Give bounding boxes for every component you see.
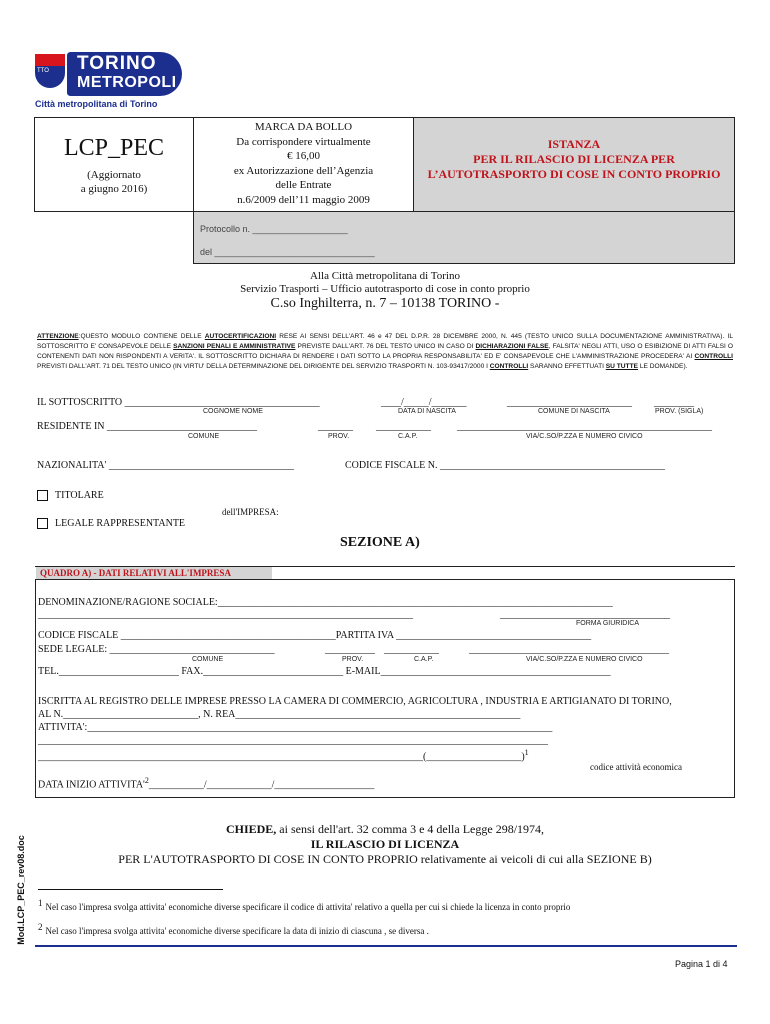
birth-place-field[interactable]: _________________________ [507, 397, 632, 408]
logo-line1: TORINO [77, 53, 157, 74]
footnote-ref-2: 2 [144, 776, 149, 785]
titolare-option[interactable] [37, 490, 104, 501]
protocol-box [193, 211, 735, 264]
impresa-label: dell'IMPRESA: [222, 507, 279, 517]
legale-checkbox[interactable] [37, 518, 48, 529]
attention-emphasis: CONTROLLI [694, 353, 733, 360]
tel-fax-email-field[interactable]: TEL.________________________ FAX.____________________________ E-MAIL______________________________________________ [38, 666, 611, 677]
logo-caption: Città metropolitana di Torino [35, 99, 158, 109]
istanza-title: ISTANZA [547, 137, 601, 151]
caption-comune: COMUNE [188, 433, 220, 440]
request-per-rest: relativamente ai veicoli di cui alla SEZIONE B) [417, 852, 652, 866]
stamp-amount: € 16,00 [287, 150, 320, 162]
stamp-title: MARCA DA BOLLO [254, 121, 353, 133]
caption-sede-prov: PROV. [342, 656, 364, 663]
footnote-2-text: Nel caso l'impresa svolga attivita' economiche diverse specificare la data di inizio di ciascuna , se diversa . [45, 926, 429, 936]
birth-prov-field[interactable]: ________ [654, 397, 694, 408]
attivita-line3[interactable] [38, 748, 529, 762]
request-per: PER L'AUTOTRASPORTO DI COSE IN CONTO PROPRIO [118, 852, 418, 866]
attention-emphasis: CONTROLLI [489, 363, 529, 370]
attention-emphasis: DICHIARAZIONI FALSE [475, 343, 549, 350]
request-line3 [0, 852, 770, 867]
page-number: Pagina 1 di 4 [675, 959, 728, 969]
document-side-label: Mod.LCP_PEC_rev08.doc [15, 835, 26, 945]
attention-notice [37, 332, 733, 372]
sede-legale-field[interactable]: SEDE LEGALE: _________________________________ [38, 644, 275, 655]
stamp-line1: Da corrispondere virtualmente [236, 135, 371, 148]
legale-label: LEGALE RAPPRESENTANTE [55, 518, 186, 529]
protocol-date: del ________________________________ [200, 247, 375, 257]
caption-cap: C.A.P. [398, 433, 418, 440]
caption-sede-via: VIA/C.SO/P.ZZA E NUMERO CIVICO [526, 656, 643, 663]
update-note: (Aggiornato a giugno 2016) [80, 169, 148, 195]
data-inizio-attivita[interactable] [38, 776, 374, 790]
attention-label: ATTENZIONE [37, 333, 79, 340]
recipient-line1: Alla Città metropolitana di Torino [310, 270, 460, 282]
footnote-1 [38, 898, 570, 912]
stamp-box [193, 117, 414, 212]
stamp-line2: ex Autorizzazione dell’Agenzia [233, 164, 374, 177]
footnote-2-num: 2 [38, 922, 43, 932]
res-cap-field[interactable]: ___________ [376, 421, 431, 432]
footnote-ref-1: 1 [524, 748, 529, 757]
sottoscritto-line[interactable]: IL SOTTOSCRITTO _______________________________________ [37, 397, 320, 408]
attention-emphasis: SU TUTTE [605, 363, 639, 370]
form-code: LCP_PEC [63, 135, 165, 161]
attention-text: :QUESTO MODULO CONTIENE DELLE AUTOCERTIFICAZIONI RESE AI SENSI DELL'ART. 46 e 47 DEL D.P.R. 28 DICEMBRE 2000, N. 445 (TESTO UNICO SULLA DOCUMENTAZIONE AMMINISTRATIVA). IL SOTTOSCRITTO E' CONSAPEVOLE DELLE SANZIONI PENALI E AMMINISTRATIVE PREVISTE DALL'ART. 76 DEL TESTO UNICO IN CASO DI DICHIARAZIONI FALSE, FALSITA' NEGLI ATTI, USO O ESIBIZIONE DI ATTI FALSI O CONTENENTI DATI NON RISPONDENTI A VERITA'. IL SOTTOSCRITTO DICHIARA DI RENDERE I DATI SOTTO LA PROPRIA RESPONSABILITA' ED E' CONSAPEVOLE CHE L'AMMINISTRAZIONE PROCEDERA' AI CONTROLLI PREVISTI DALL'ART. 71 DEL TESTO UNICO (IN VIRTU' DELLA DETERMINAZIONE DEL DIRIGENTE DEL SERVIZIO TRASPORTI N. 103-93417/2000 I CONTROLLI SARANNO EFFETTUATI SU TUTTE LE DOMANDE). [37, 333, 734, 370]
caption-via: VIA/C.SO/P.ZZA E NUMERO CIVICO [526, 433, 643, 440]
recipient-line3: C.so Inghilterra, n. 7 – 10138 TORINO - [270, 296, 500, 311]
caption-comune-nascita: COMUNE DI NASCITA [538, 408, 610, 415]
codice-fiscale-field[interactable]: CODICE FISCALE N. _____________________________________________ [345, 460, 666, 471]
birth-date-field[interactable]: ____/_____/_______ [381, 397, 467, 408]
footer-rule [35, 945, 737, 947]
caption-prov-sigla: PROV. (SIGLA) [655, 408, 704, 415]
legale-option[interactable] [37, 518, 185, 529]
footnote-2 [38, 922, 429, 936]
footnote-1-text: Nel caso l'impresa svolga attivita' economiche diverse specificare il codice di attivita' relativo a quella per cui si chiede la licenza in conto proprio [45, 902, 571, 912]
stamp-line3: delle Entrate [275, 179, 332, 191]
footnote-separator [38, 889, 223, 890]
istanza-box [413, 117, 735, 212]
attention-emphasis: SANZIONI PENALI E AMMINISTRATIVE [173, 343, 296, 350]
footnote-1-num: 1 [38, 898, 43, 908]
caption-prov: PROV. [328, 433, 350, 440]
logo [35, 52, 183, 112]
caption-codice-attivita: codice attività economica [590, 762, 682, 772]
caption-sede-cap: C.A.P. [414, 656, 434, 663]
quadro-a-label: QUADRO A) - DATI RELATIVI ALL'IMPRESA [36, 567, 272, 579]
caption-sede-comune: COMUNE [192, 656, 224, 663]
section-a-title: SEZIONE A) [340, 535, 420, 550]
titolare-checkbox[interactable] [37, 490, 48, 501]
protocol-number: Protocollo n. ___________________ [200, 224, 348, 234]
code-box [34, 117, 194, 212]
res-prov-field[interactable]: _______ [318, 421, 353, 432]
residente-line[interactable]: RESIDENTE IN ______________________________ [37, 421, 257, 432]
caption-cognome: COGNOME NOME [203, 408, 263, 415]
sede-cap-field[interactable]: ___________ [384, 644, 439, 655]
sede-via-field[interactable]: ________________________________________ [469, 644, 669, 655]
denominazione-line2[interactable]: ___________________________________________________________________________ [38, 609, 413, 620]
res-via-field[interactable]: ___________________________________________________ [457, 421, 712, 432]
attivita-line3-text: _____________________________________________________________________________(___________________) [38, 751, 525, 763]
request-line1 [0, 822, 770, 837]
chiede-text: ai sensi dell'art. 32 comma 3 e 4 della Legge 298/1974, [276, 822, 545, 836]
titolare-label: TITOLARE [55, 490, 104, 501]
forma-giuridica-field[interactable]: __________________________________ [500, 609, 670, 620]
logo-line2: METROPOLI [77, 74, 177, 91]
sede-prov-field[interactable]: __________ [325, 644, 375, 655]
stamp-line4: n.6/2009 dell’11 maggio 2009 [237, 193, 370, 206]
caption-data-nascita: DATA DI NASCITA [398, 408, 456, 415]
denominazione-field[interactable]: DENOMINAZIONE/RAGIONE SOCIALE:_______________________________________________________________________________ [38, 597, 613, 608]
cf-partita-iva-field[interactable]: CODICE FISCALE ___________________________________________PARTITA IVA _______________________________________ [38, 630, 592, 641]
attention-emphasis: AUTOCERTIFICAZIONI [204, 333, 277, 340]
recipient-line2: Servizio Trasporti – Ufficio autotrasporto di cose in conto proprio [240, 283, 530, 295]
al-n-rea-field[interactable]: AL N.___________________________, N. REA_________________________________________________________ [38, 709, 521, 720]
chiede-label: CHIEDE, [225, 822, 277, 836]
istanza-text: PER IL RILASCIO DI LICENZA PER L’AUTOTRASPORTO DI COSE IN CONTO PROPRIO [427, 152, 721, 181]
data-inizio-field: ___________/_____________/____________________ [148, 779, 375, 791]
attivita-field[interactable]: ATTIVITA':_____________________________________________________________________________________________ [38, 722, 553, 733]
recipient [0, 270, 770, 312]
caption-forma-giuridica: FORMA GIURIDICA [576, 620, 640, 627]
attivita-line2[interactable]: ______________________________________________________________________________________________________ [38, 735, 548, 746]
nazionalita-field[interactable]: NAZIONALITA' _____________________________________ [37, 460, 294, 471]
request-block [0, 822, 770, 867]
iscritta-text: ISCRITTA AL REGISTRO DELLE IMPRESE PRESSO LA CAMERA DI COMMERCIO, AGRICOLTURA , INDUSTRIA E ARTIGIANATO DI TORINO, [38, 696, 672, 707]
data-inizio-label: DATA INIZIO ATTIVITA' [38, 779, 145, 791]
request-line2: IL RILASCIO DI LICENZA [310, 837, 460, 851]
logo-cross-badge: TTO [35, 54, 65, 88]
